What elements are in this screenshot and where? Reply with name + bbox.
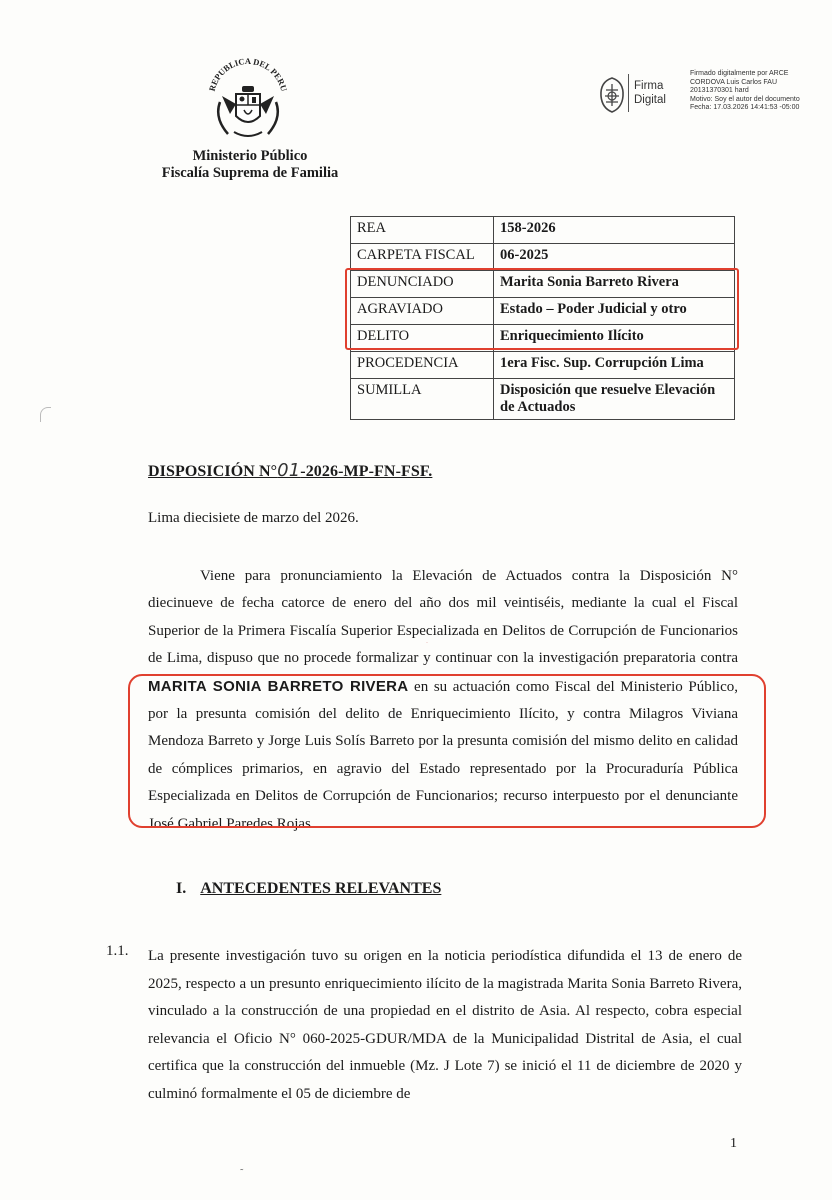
table-key: SUMILLA [351,379,494,420]
table-value: 06-2025 [494,244,735,271]
signature-label-line2: Digital [634,94,666,106]
table-row [351,379,735,420]
table-key: AGRAVIADO [351,298,494,325]
signature-details [690,70,830,113]
table-value: 158-2026 [494,217,735,244]
table-value: 1era Fisc. Sup. Corrupción Lima [494,352,735,379]
signature-divider [628,74,629,112]
date-line: Lima diecisiete de marzo del 2026. [148,510,359,526]
signature-detail-line: CORDOVA Luis Carlos FAU [690,78,778,86]
signature-detail-line: Firmado digitalmente por ARCE [690,70,789,77]
margin-mark [40,407,51,422]
signature-label-line1: Firma [634,80,664,92]
table-key: PROCEDENCIA [351,352,494,379]
org-office: Fiscalía Suprema de Familia [161,165,339,181]
page-number: 1 [730,1136,737,1151]
table-value: Disposición que resuelve Elevación de Actuados [494,379,735,420]
table-highlight-box [345,268,739,350]
table-value: Marita Sonia Barreto Rivera [494,271,735,298]
item-paragraph [148,943,742,1109]
handwritten-number: 01 [277,460,301,481]
item-text: La presente investigación tuvo su origen en la noticia periodística difundida el 13 de enero de 2025, respecto a un presunto enriquecimiento ilícito de la magistrada Marita Sonia Barreto Rivera, vinculado a la construcción de una propiedad en el distrito de Asia. Al respecto, cobra especial relevancia el Oficio N° 060-2025-GDUR/MDA de la Municipalidad Distrital de Asia, el cual certifica que la construcción del inmueble (Mz. J Lote 7) se inició el 11 de diciembre de 2020 y culminó formalmente el 05 de diciembre de [148,948,742,1102]
item-number: 1.1. [106,943,129,959]
table-row [351,352,735,379]
org-ministry: Ministerio Público [192,148,308,164]
table-value: Enriquecimiento Ilícito [494,325,735,352]
signature-detail-line: Motivo: Soy el autor del documento [690,95,800,103]
table-key: CARPETA FISCAL [351,244,494,271]
digital-signature-icon [597,76,627,114]
section-title: ANTECEDENTES RELEVANTES [200,880,442,897]
paragraph-text: Viene para pronunciamiento la Elevación de Actuados contra la Disposición N° diecinueve de fecha catorce de enero del año dos mil veintiséis, mediante la cual el Fiscal Superior de la Primera Fiscalía Superior Especializada en Delitos de Corrupción de Funcionarios de Lima, dispuso que no procede formalizar y continuar con la investigación preparatoria contra [148,568,738,667]
title-prefix: DISPOSICIÓN N° [148,463,278,480]
seal-text: REPUBLICA DEL PERU [206,58,290,93]
signature-detail-line: 20131370301 hard [690,87,749,95]
section-heading [176,880,441,898]
scan-dot: ˜ [240,1168,244,1179]
organization-name [160,148,340,182]
signature-detail-line: Fecha: 17.03.2026 14:41:53 -05:00 [690,104,800,112]
table-row [351,217,735,244]
defendant-name: MARITA SONIA BARRETO RIVERA [148,677,409,695]
table-key: REA [351,217,494,244]
coat-of-arms-seal [200,58,296,144]
disposition-title [148,460,432,481]
scan-mark: · [426,640,428,646]
section-numeral: I. [176,880,187,897]
table-value: Estado – Poder Judicial y otro [494,298,735,325]
paragraph-highlight-box [128,674,766,828]
table-key: DELITO [351,325,494,352]
signature-label [634,79,666,107]
table-key: DENUNCIADO [351,271,494,298]
title-suffix: -2026-MP-FN-FSF. [300,463,433,480]
paragraph-text: en su actuación como Fiscal del Ministerio Público, por la presunta comisión del delito de Enriquecimiento Ilícito, y contra Milagros Viviana Mendoza Barreto y Jorge Luis Solís Barreto por la presunta comisión del mismo delito en calidad de cómplices primarios, en agravio del Estado representado por la Procuraduría Pública Especializada en Delitos de Corrupción de Funcionarios; recurso interpuesto por el denunciante José Gabriel Paredes Rojas. [148,678,738,832]
table-row [351,244,735,271]
